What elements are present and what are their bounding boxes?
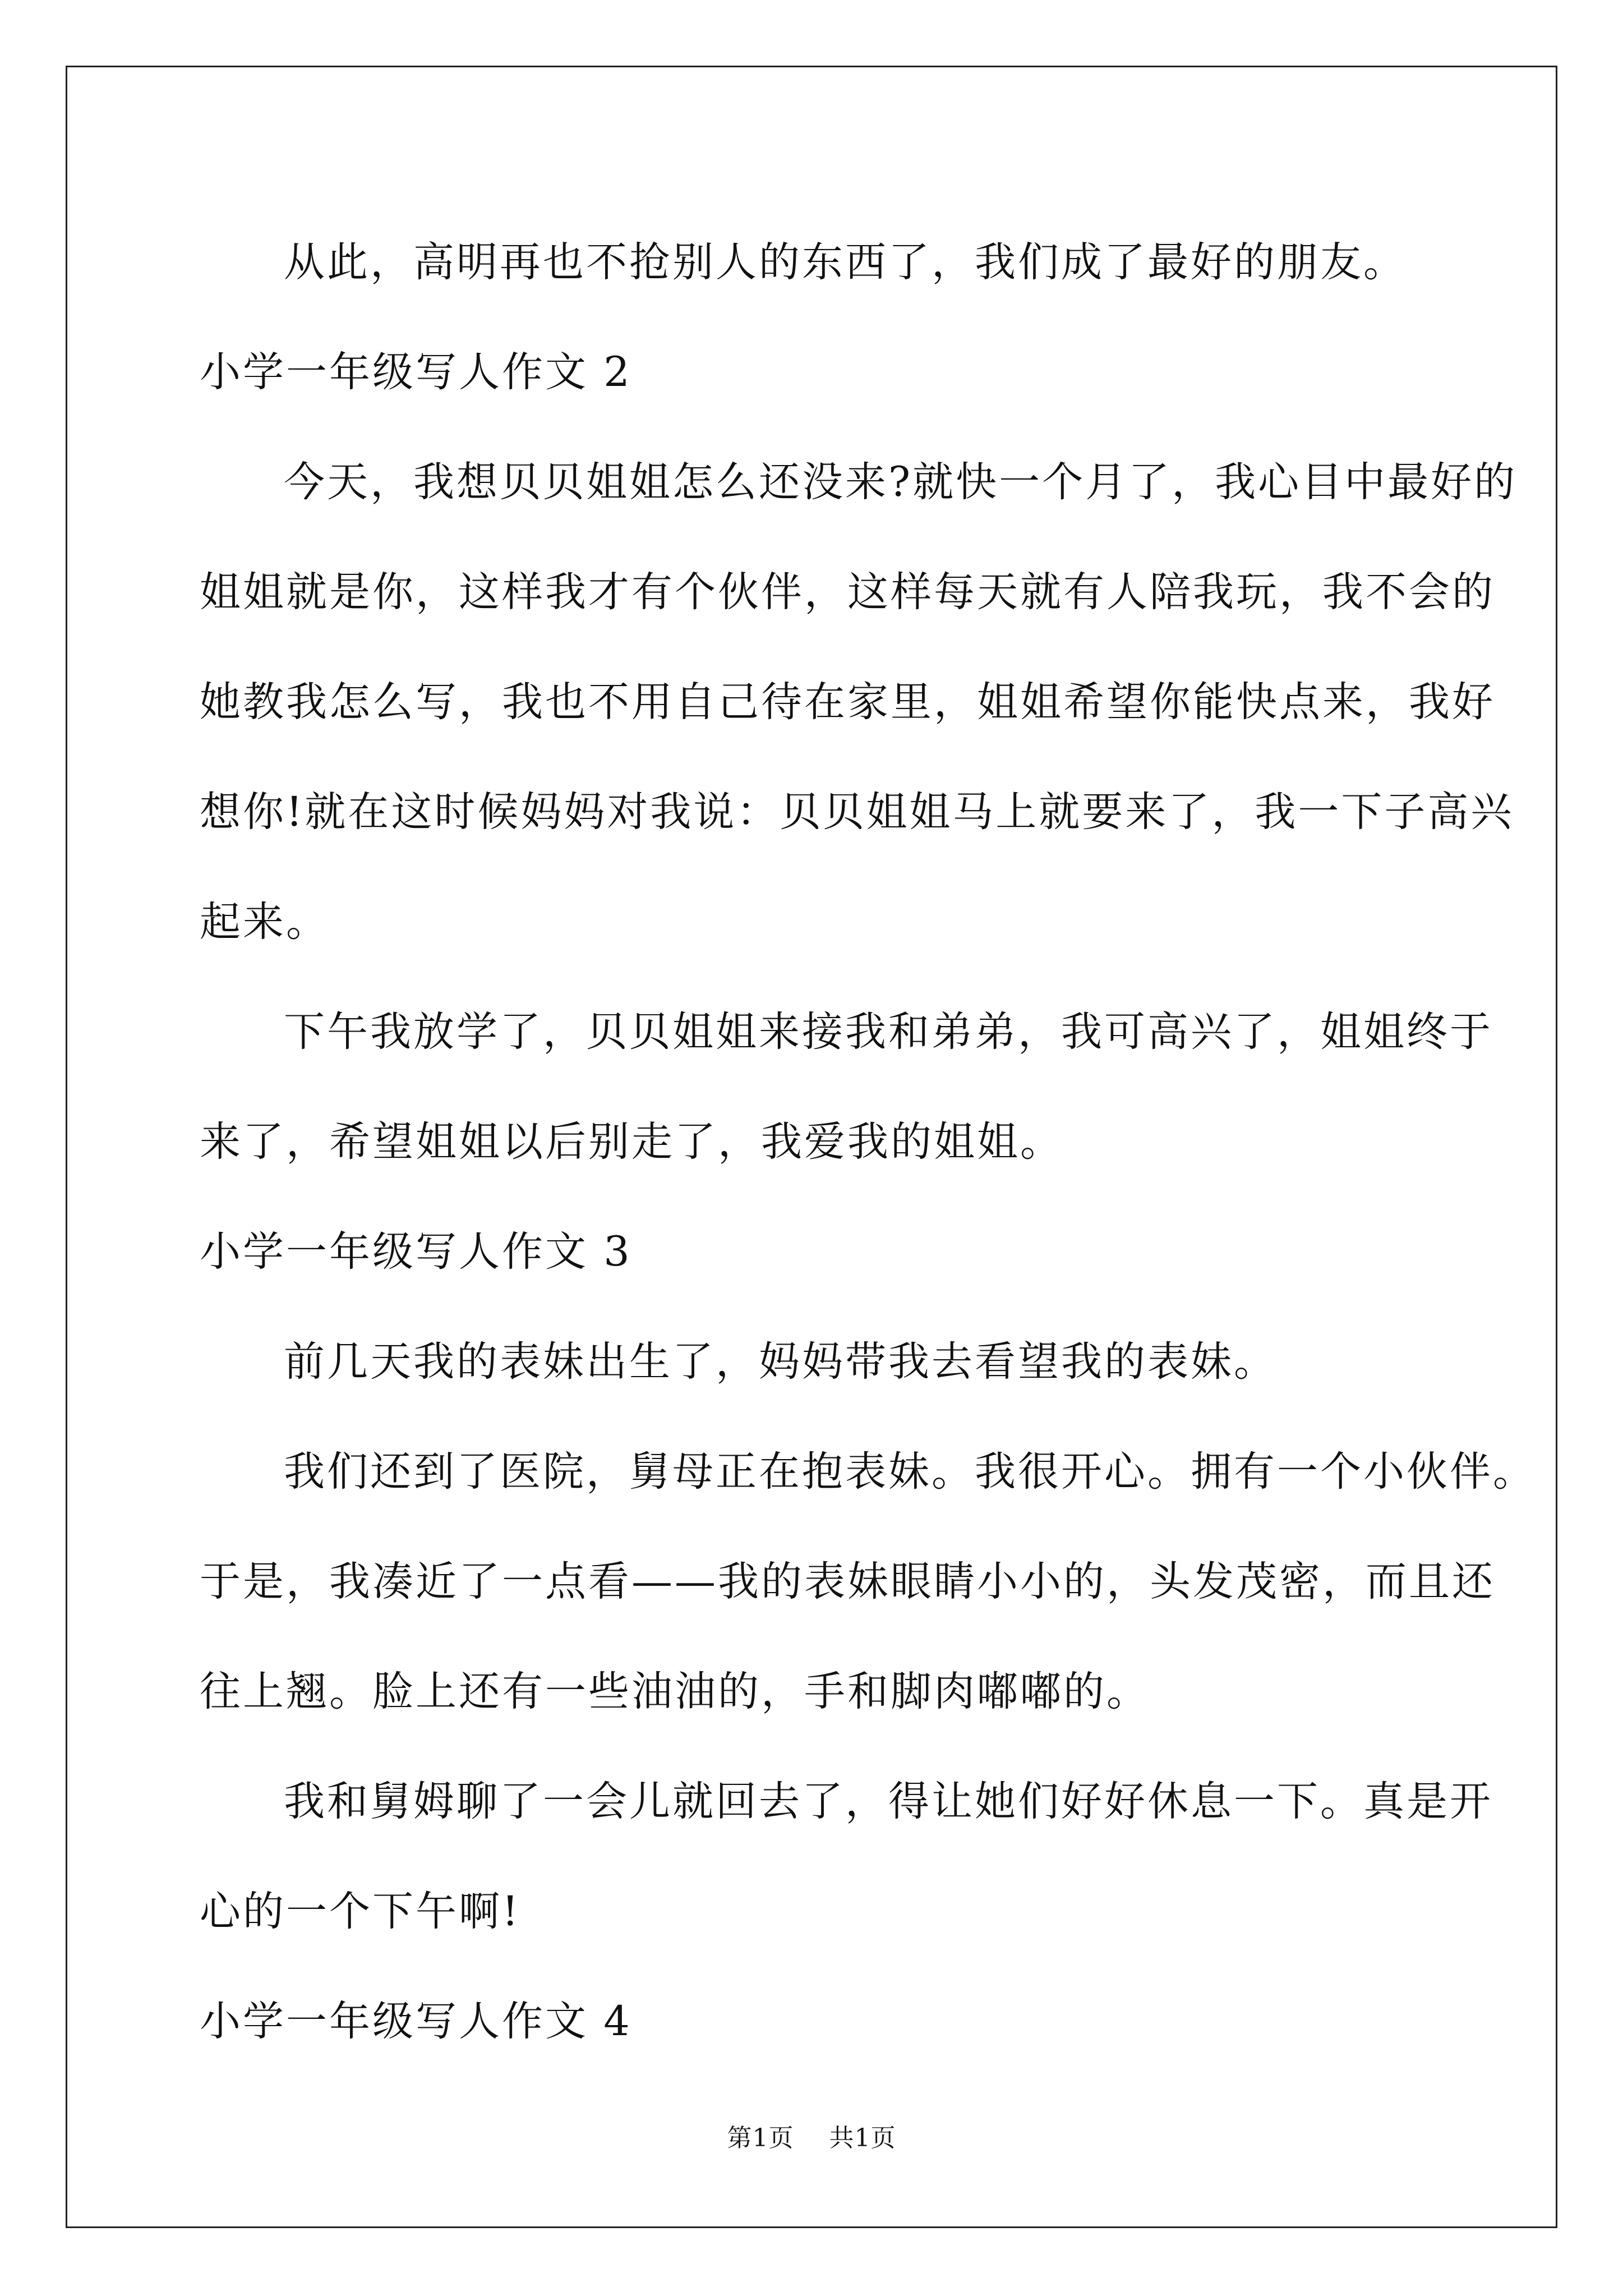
paragraph-line: 起来。 [200,898,329,946]
paragraph-line: 我们还到了医院，舅母正在抱表妹。我很开心。拥有一个小伙伴。 [284,1448,1536,1496]
paragraph-line: 她教我怎么写，我也不用自己待在家里，姐姐希望你能快点来，我好 [200,678,1495,726]
paragraph-line: 姐姐就是你，这样我才有个伙伴，这样每天就有人陪我玩，我不会的 [200,568,1495,616]
section-heading: 小学一年级写人作文 3 [200,1228,632,1276]
page-footer [0,2118,1623,2154]
document-body [200,208,1536,2077]
section-heading: 小学一年级写人作文 2 [200,348,632,396]
paragraph-line: 来了，希望姐姐以后别走了，我爱我的姐姐。 [200,1118,1063,1166]
paragraph-line: 往上翘。脸上还有一些油油的，手和脚肉嘟嘟的。 [200,1668,1150,1715]
paragraph-line: 下午我放学了，贝贝姐姐来接我和弟弟，我可高兴了，姐姐终于 [284,1008,1493,1056]
page-number: 第1页 [727,2124,794,2152]
paragraph-line: 从此，高明再也不抢别人的东西了，我们成了最好的朋友。 [284,238,1407,286]
paragraph-line: 今天，我想贝贝姐姐怎么还没来?就快一个月了，我心目中最好的 [284,458,1518,506]
section-heading: 小学一年级写人作文 4 [200,1998,632,2045]
page-total: 共1页 [829,2124,896,2152]
paragraph-line: 我和舅姆聊了一会儿就回去了，得让她们好好休息一下。真是开 [284,1778,1493,1825]
paragraph-line: 前几天我的表妹出生了，妈妈带我去看望我的表妹。 [284,1338,1277,1386]
paragraph-line: 于是，我凑近了一点看——我的表妹眼睛小小的，头发茂密，而且还 [200,1558,1495,1605]
paragraph-line: 想你!就在这时候妈妈对我说：贝贝姐姐马上就要来了，我一下子高兴 [200,788,1514,836]
paragraph-line: 心的一个下午啊! [200,1888,521,1935]
